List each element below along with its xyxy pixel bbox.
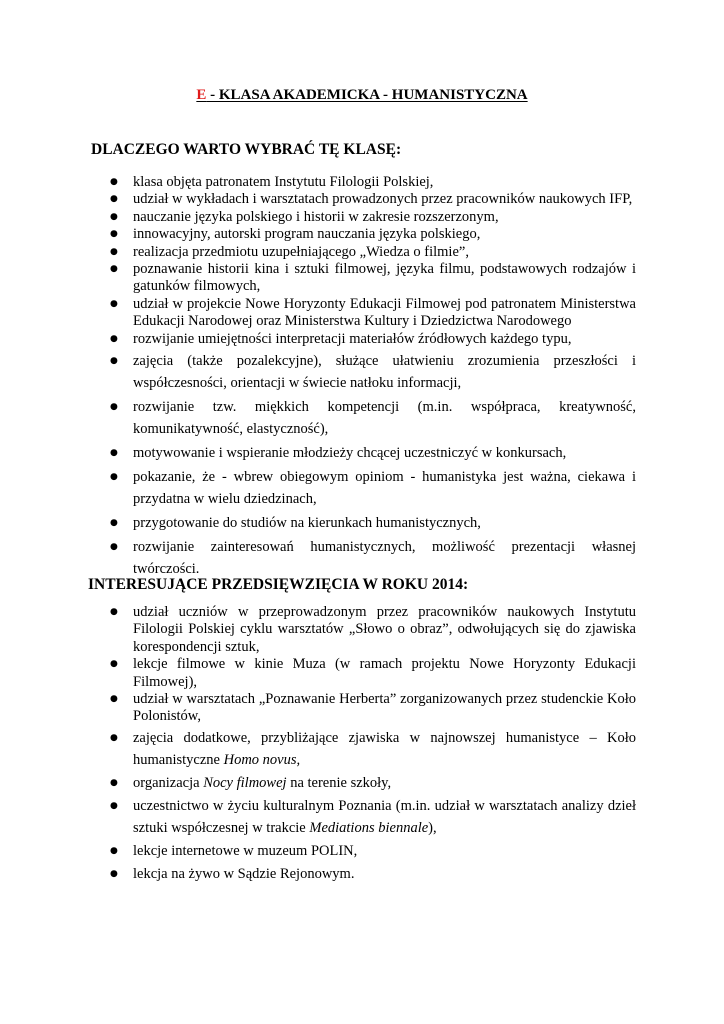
page-title xyxy=(0,86,724,104)
list-item: ● poznawanie historii kina i sztuki filmowej, języka filmu, podstawowych rodzajów i gatunków filmowych, xyxy=(133,261,636,296)
list-item: ● rozwijanie tzw. miękkich kompetencji (m.in. współpraca, kreatywność, komunikatywność, elastyczność), xyxy=(133,396,636,440)
events-list xyxy=(133,604,636,885)
list-item: ● lekcje filmowe w kinie Muza (w ramach projektu Nowe Horyzonty Edukacji Filmowej), xyxy=(133,656,636,691)
item-italic: Mediations biennale xyxy=(309,819,429,836)
list-item: ● lekcja na żywo w Sądzie Rejonowym. xyxy=(133,863,636,885)
list-item xyxy=(133,795,636,839)
list-item: ● udział w warsztatach „Poznawanie Herberta” zorganizowanych przez studenckie Koło Polonistów, xyxy=(133,691,636,726)
list-item: ● rozwijanie umiejętności interpretacji materiałów źródłowych każdego typu, xyxy=(133,331,636,348)
list-item: ● przygotowanie do studiów na kierunkach humanistycznych, xyxy=(133,512,636,534)
list-item: ● realizacja przedmiotu uzupełniającego „Wiedza o filmie”, xyxy=(133,244,636,261)
why-heading: DLACZEGO WARTO WYBRAĆ TĘ KLASĘ: xyxy=(91,141,402,158)
item-text: uczestnictwo w życiu kulturalnym Poznania (m.in. udział w warsztatach analizy dzieł sztuki współczesnej w trakcie xyxy=(133,797,636,836)
title-text: - KLASA AKADEMICKA - HUMANISTYCZNA xyxy=(206,87,528,103)
class-letter: E xyxy=(196,87,207,103)
list-item: ● innowacyjny, autorski program nauczania języka polskiego, xyxy=(133,226,636,243)
list-item: ● udział w wykładach i warsztatach prowadzonych przez pracowników naukowych IFP, xyxy=(133,191,636,208)
item-text: zajęcia dodatkowe, przybliżające zjawiska w najnowszej humanistyce – Koło humanistyczne xyxy=(133,729,636,768)
list-item: ● lekcje internetowe w muzeum POLIN, xyxy=(133,840,636,862)
item-italic: Homo novus, xyxy=(223,751,301,768)
list-item: ● pokazanie, że - wbrew obiegowym opiniom - humanistyka jest ważna, ciekawa i przydatna w wielu dziedzinach, xyxy=(133,466,636,510)
list-item: ● zajęcia (także pozalekcyjne), służące ułatwieniu zrozumienia przeszłości i współczesności, orientacji w świecie natłoku informacji, xyxy=(133,350,636,394)
item-text: na terenie szkoły, xyxy=(286,774,392,791)
list-item: ● rozwijanie zainteresowań humanistycznych, możliwość prezentacji własnej twórczości. xyxy=(133,536,636,580)
list-item: ● nauczanie języka polskiego i historii w zakresie rozszerzonym, xyxy=(133,209,636,226)
item-text: organizacja xyxy=(133,774,204,791)
events-heading: INTERESUJĄCE PRZEDSIĘWZIĘCIA W ROKU 2014: xyxy=(88,576,469,593)
why-list xyxy=(133,174,636,580)
item-italic: Nocy filmowej xyxy=(203,774,287,791)
list-item: ● udział uczniów w przeprowadzonym przez pracowników naukowych Instytutu Filologii Polskiej cyklu warsztatów „Słowo o obraz”, odwołujących się do zjawiska korespondencji sztuk, xyxy=(133,604,636,656)
item-text: ), xyxy=(428,819,437,836)
list-item: ● udział w projekcie Nowe Horyzonty Edukacji Filmowej pod patronatem Ministerstwa Edukacji Narodowej oraz Ministerstwa Kultury i Dziedzictwa Narodowego xyxy=(133,296,636,331)
list-item xyxy=(133,772,636,794)
list-item: ● klasa objęta patronatem Instytutu Filologii Polskiej, xyxy=(133,174,636,191)
list-item: ● motywowanie i wspieranie młodzieży chcącej uczestniczyć w konkursach, xyxy=(133,442,636,464)
list-item xyxy=(133,727,636,771)
